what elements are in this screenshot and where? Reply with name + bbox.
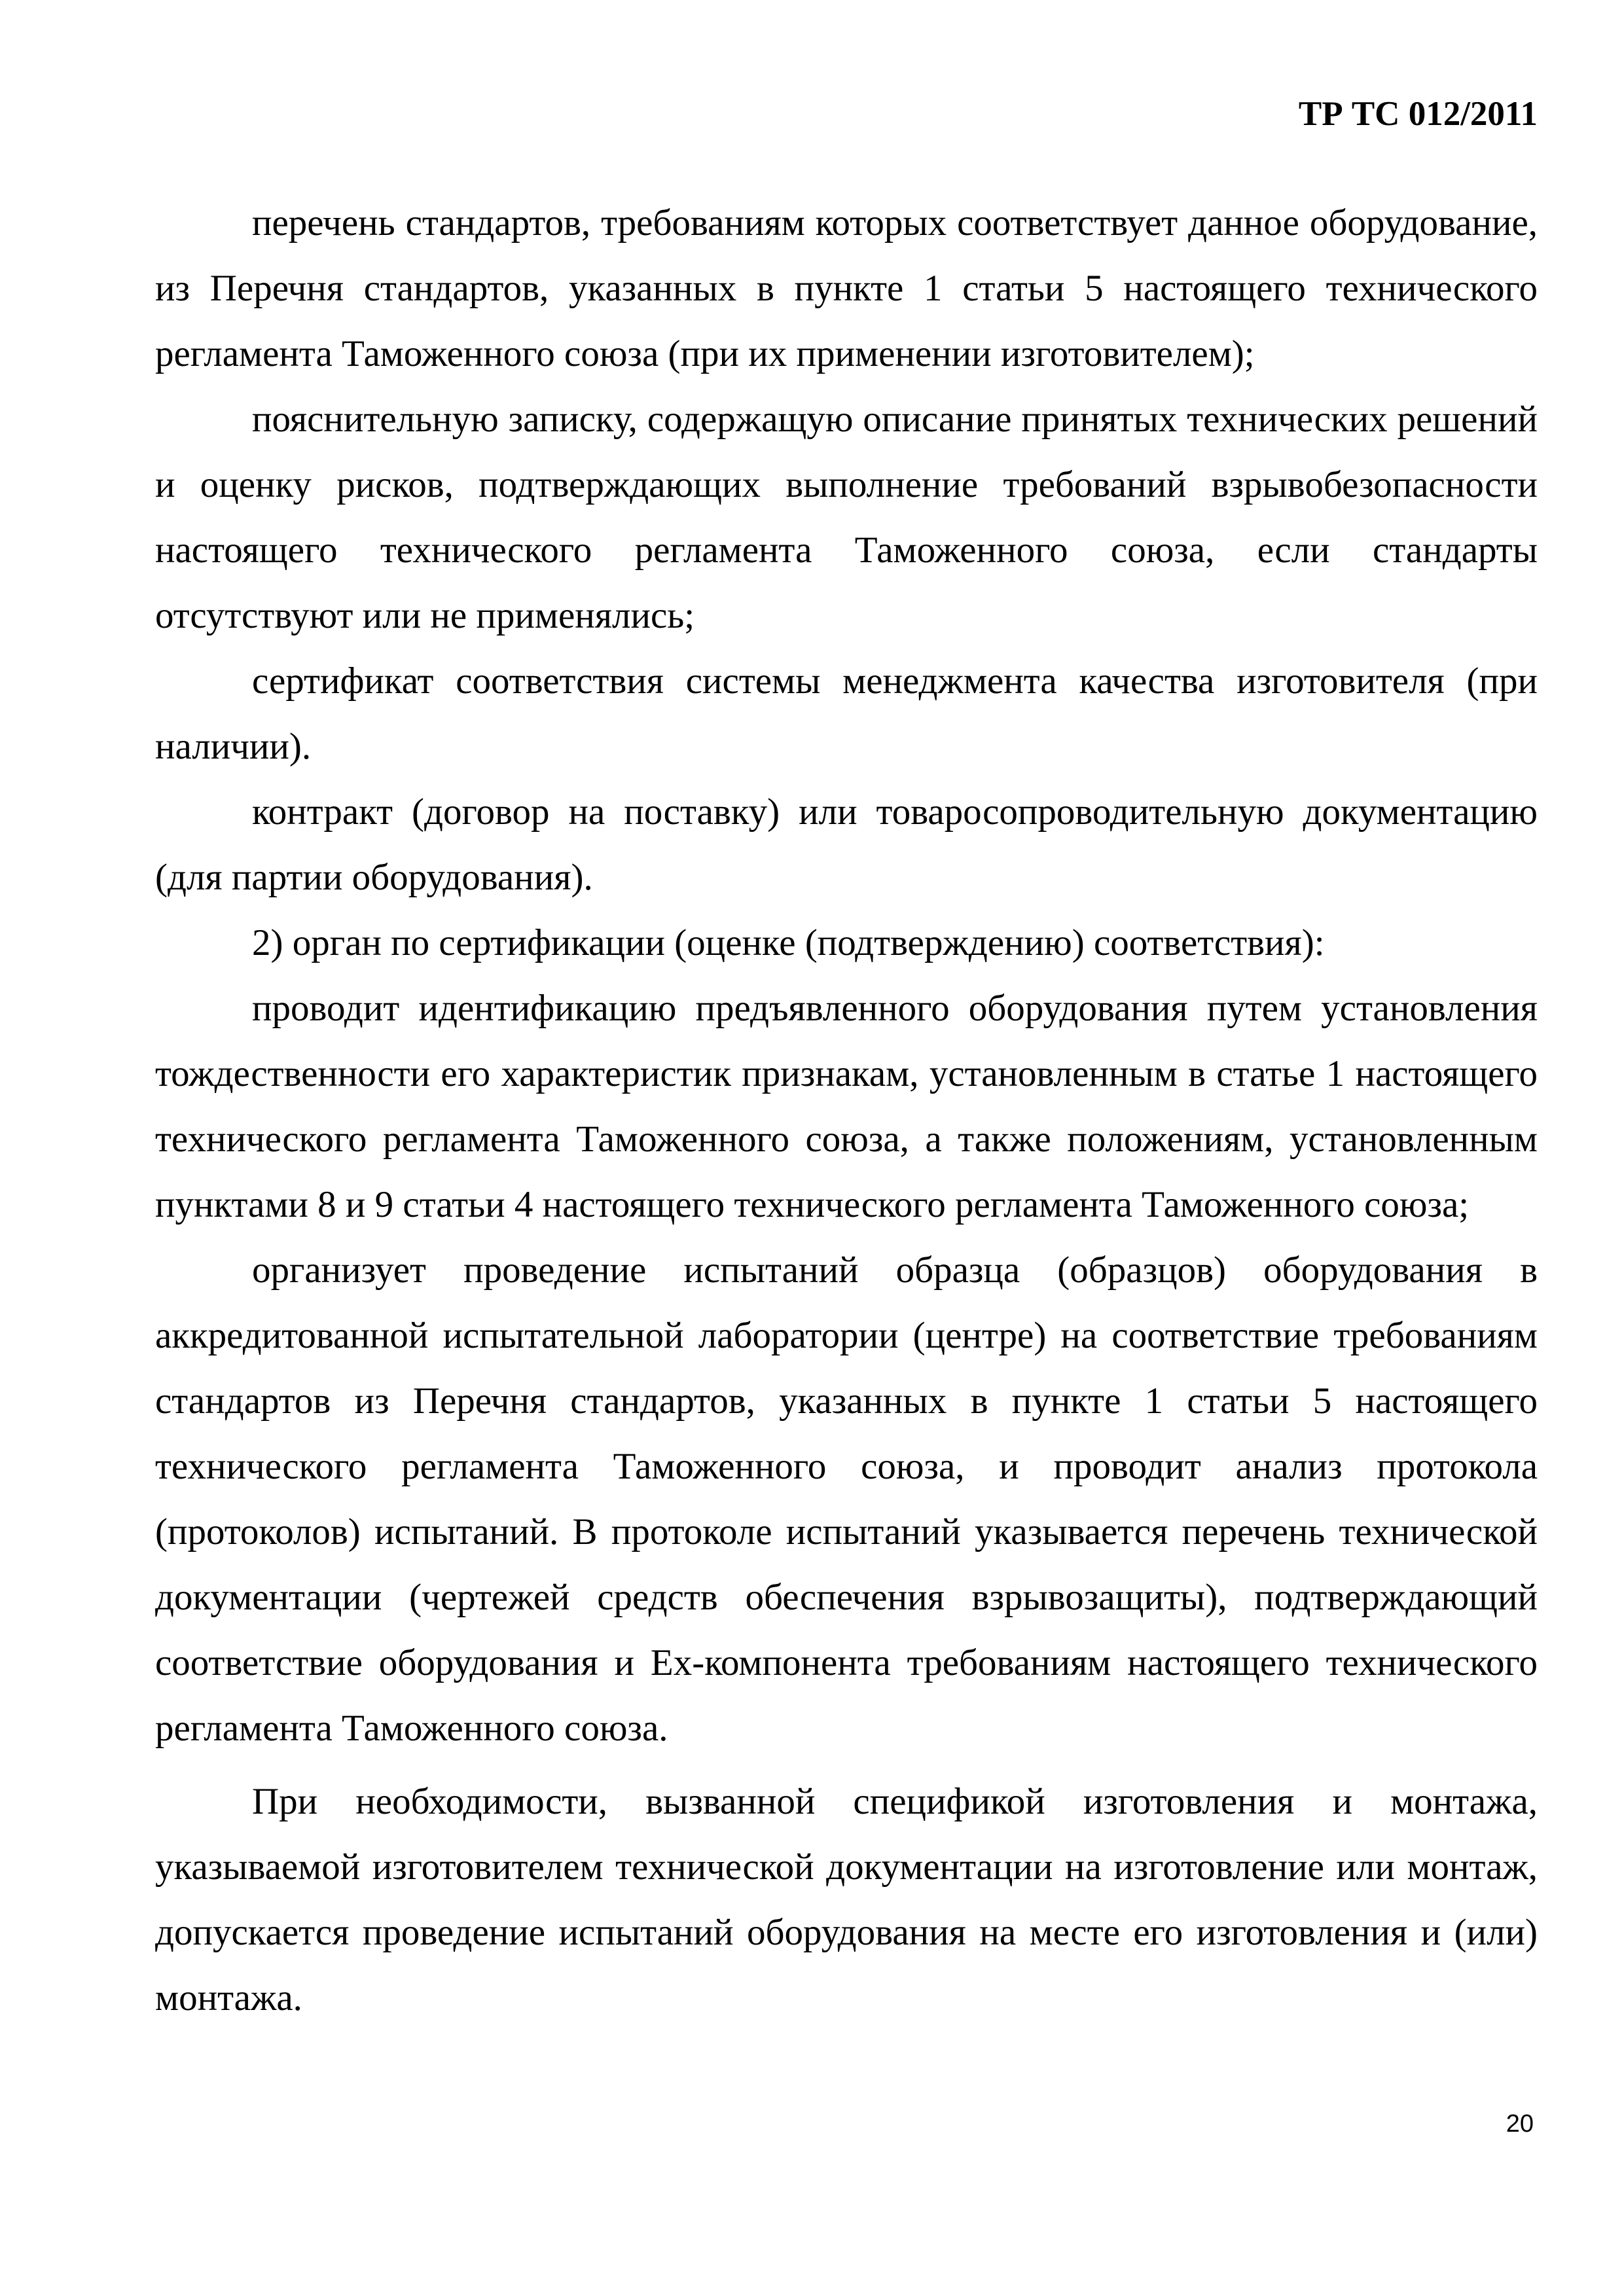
- paragraph-contract: контракт (договор на поставку) или товаросопроводительную документацию (для партии оборудования).: [155, 791, 1538, 898]
- document-body: [155, 190, 1538, 2031]
- paragraph-identification: проводит идентификацию предъявленного оборудования путем установления тождественности его характеристик признакам, установленным в статье 1 настоящего технического регламента Таможенного союза, а также положениям, установленным пунктами 8 и 9 статьи 4 настоящего технического регламента Таможенного союза;: [155, 988, 1538, 1225]
- document-code-header: ТР ТС 012/2011: [1298, 95, 1538, 133]
- page-number: 20: [1506, 2110, 1534, 2138]
- paragraph-testing: организует проведение испытаний образца (образцов) оборудования в аккредитованной испытательной лаборатории (центре) на соответствие требованиям стандартов из Перечня стандартов, указанных в пункте 1 статьи 5 настоящего технического регламента Таможенного союза, и проводит анализ протокола (протоколов) испытаний. В протоколе испытаний указывается перечень технической документации (чертежей средств обеспечения взрывозащиты), подтверждающий соответствие оборудования и Ex-компонента требованиям настоящего технического регламента Таможенного союза.: [155, 1249, 1538, 1749]
- paragraph-quality-certificate: сертификат соответствия системы менеджмента качества изготовителя (при наличии).: [155, 660, 1538, 767]
- paragraph-standards-list: перечень стандартов, требованиям которых соответствует данное оборудование, из Перечня стандартов, указанных в пункте 1 статьи 5 настоящего технического регламента Таможенного союза (при их применении изготовителем);: [155, 202, 1538, 374]
- paragraph-onsite-testing: При необходимости, вызванной спецификой изготовления и монтажа, указываемой изготовителем технической документации на изготовление или монтаж, допускается проведение испытаний оборудования на месте его изготовления и (или) монтажа.: [155, 1781, 1538, 2018]
- paragraph-explanatory-note: пояснительную записку, содержащую описание принятых технических решений и оценку рисков, подтверждающих выполнение требований взрывобезопасности настоящего технического регламента Таможенного союза, если стандарты отсутствуют или не применялись;: [155, 399, 1538, 636]
- paragraph-certification-body: 2) орган по сертификации (оценке (подтверждению) соответствия):: [252, 922, 1325, 963]
